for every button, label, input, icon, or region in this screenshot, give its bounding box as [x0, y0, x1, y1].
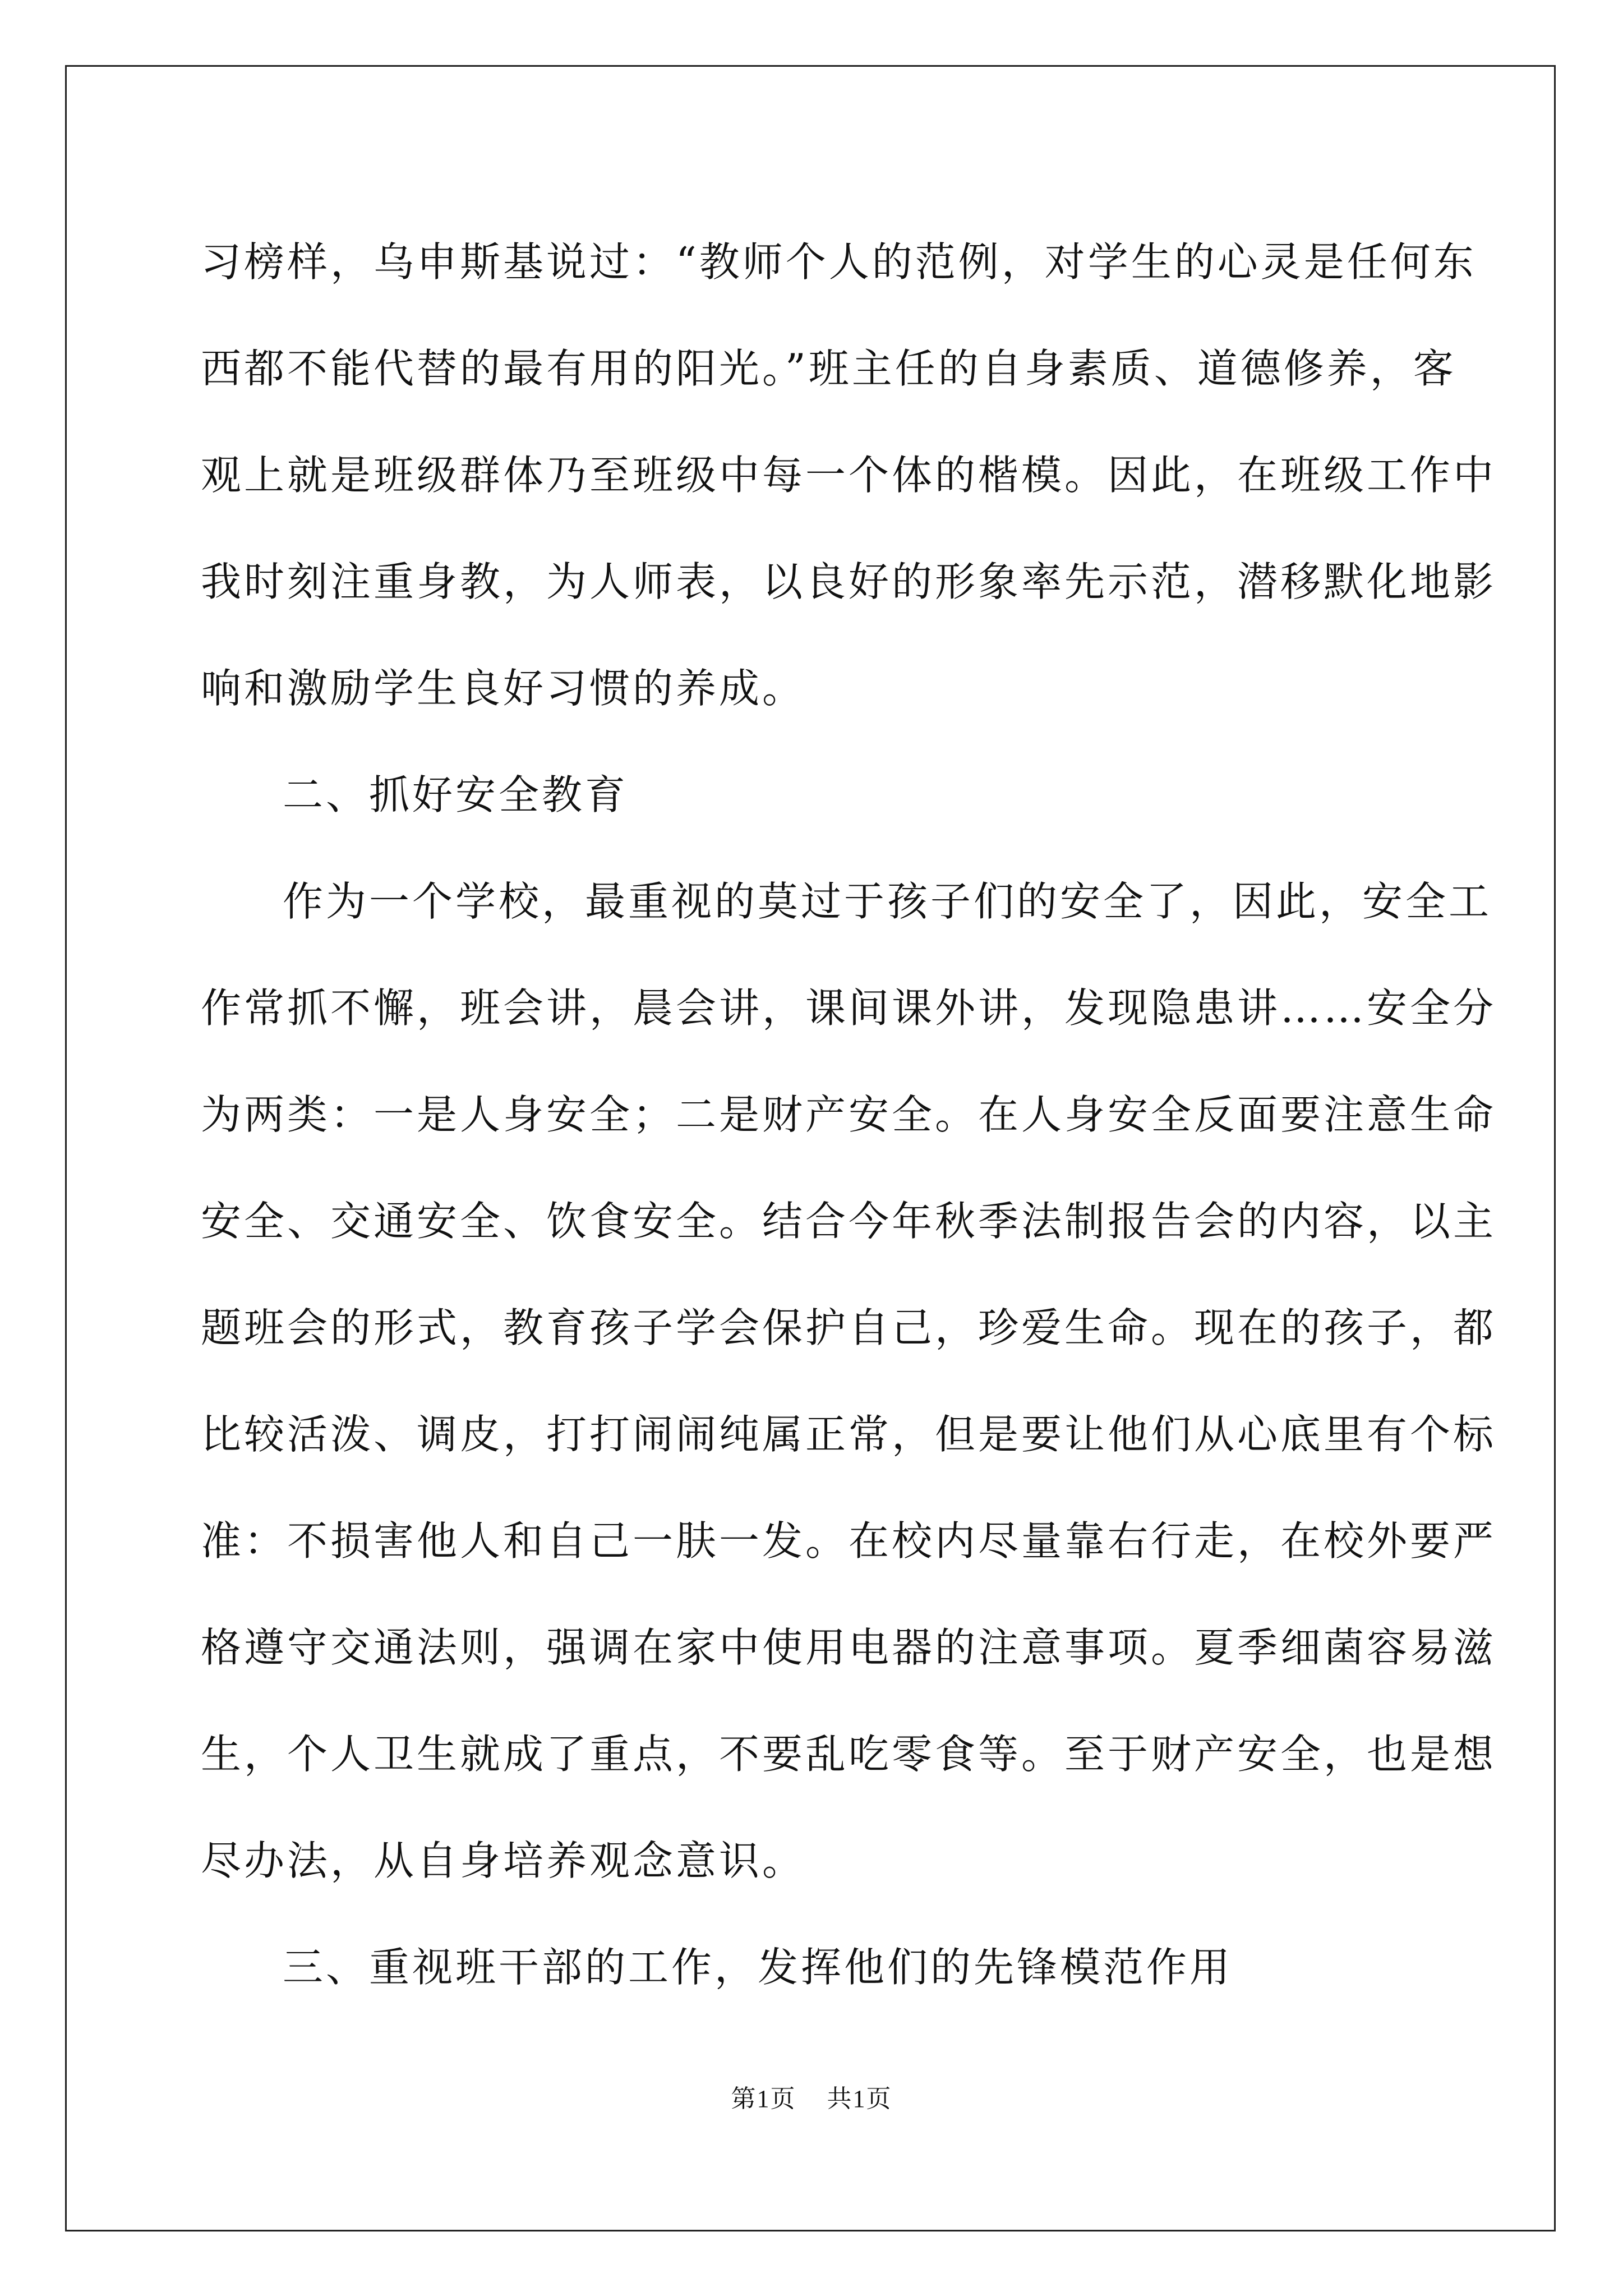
section-heading-safety: 二、抓好安全教育: [283, 771, 629, 818]
text-line: 西都不能代替的最有用的阳光。”班主任的自身素质、道德修养，客: [201, 345, 1456, 392]
text-line: 安全、交通安全、饮食安全。结合今年秋季法制报告会的内容，以主: [201, 1198, 1497, 1245]
text-line: 我时刻注重身教，为人师表，以良好的形象率先示范，潜移默化地影: [201, 558, 1497, 605]
text-line: 题班会的形式，教育孩子学会保护自己，珍爱生命。现在的孩子，都: [201, 1304, 1497, 1351]
document-body: [201, 209, 1497, 2021]
page-total: 共1页: [827, 2085, 892, 2113]
text-line: 作为一个学校，最重视的莫过于孩子们的安全了，因此，安全工: [283, 878, 1492, 925]
section-heading-class-cadres: 三、重视班干部的工作，发挥他们的先锋模范作用: [283, 1944, 1233, 1991]
text-line: 尽办法，从自身培养观念意识。: [201, 1837, 806, 1884]
text-line: 作常抓不懈，班会讲，晨会讲，课间课外讲，发现隐患讲……安全分: [201, 984, 1497, 1032]
page-footer: [0, 2082, 1623, 2116]
text-line: 观上就是班级群体乃至班级中每一个体的楷模。因此，在班级工作中: [201, 452, 1497, 499]
text-line: 准：不损害他人和自己一肤一发。在校内尽量靠右行走，在校外要严: [201, 1517, 1497, 1565]
text-line: 为两类：一是人身安全；二是财产安全。在人身安全反面要注意生命: [201, 1091, 1497, 1138]
text-line: 生，个人卫生就成了重点，不要乱吃零食等。至于财产安全，也是想: [201, 1731, 1497, 1778]
text-line: 比较活泼、调皮，打打闹闹纯属正常，但是要让他们从心底里有个标: [201, 1411, 1497, 1458]
text-line: 响和激励学生良好习惯的养成。: [201, 665, 806, 712]
text-line: 格遵守交通法则，强调在家中使用电器的注意事项。夏季细菌容易滋: [201, 1624, 1497, 1671]
page-number: 第1页: [731, 2085, 796, 2113]
text-line: 习榜样，乌申斯基说过：“教师个人的范例，对学生的心灵是任何东: [201, 238, 1477, 286]
